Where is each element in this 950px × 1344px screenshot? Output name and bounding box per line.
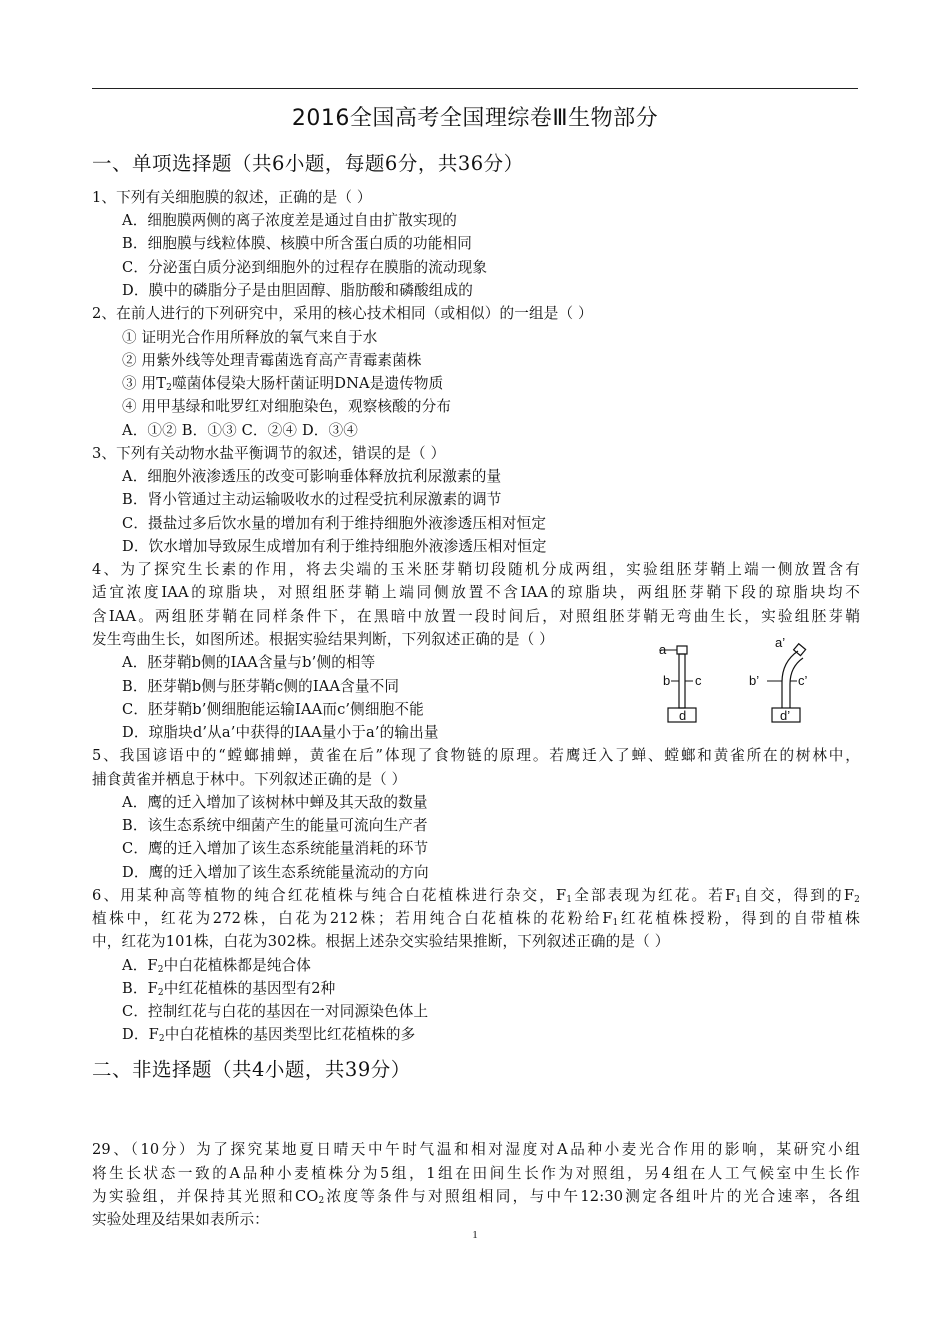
section-heading-1: 一、单项选择题（共6小题，每题6分，共36分） xyxy=(92,152,524,175)
q2-item-3: ③ 用$T_2$噬菌体侵染大肠杆菌证明DNA是遗传物质 xyxy=(122,375,444,393)
q2-options: A．①② B．①③ C．②④ D．③④ xyxy=(122,422,359,439)
label-d: d xyxy=(679,708,687,723)
q3-option-a: A．细胞外液渗透压的改变可影响垂体释放抗利尿激素的量 xyxy=(122,468,502,485)
question-29-line-2: 将生长状态一致的A品种小麦植株分为5组，1组在田间生长作为对照组，另4组在人工气候室中生长作 xyxy=(92,1165,860,1182)
q4-option-b: B．胚芽鞘b侧与胚芽鞘c侧的IAA含量不同 xyxy=(122,678,400,695)
label-a: a xyxy=(659,642,667,657)
q3-option-d: D．饮水增加导致尿生成增加有利于维持细胞外液渗透压相对恒定 xyxy=(122,538,547,555)
q5-option-d: D．鹰的迁入增加了该生态系统能量流动的方向 xyxy=(122,864,429,881)
q3-option-b: B．肾小管通过主动运输吸收水的过程受抗利尿激素的调节 xyxy=(122,491,502,508)
q6-option-b: B．$F_2$中红花植株的基因型有2种 xyxy=(122,980,336,998)
q1-option-a: A．细胞膜两侧的离子浓度差是通过自由扩散实现的 xyxy=(122,212,458,229)
label-a-prime: a’ xyxy=(775,635,786,650)
header-rule xyxy=(92,88,858,89)
question-2-stem: 2、在前人进行的下列研究中，采用的核心技术相同（或相似）的一组是（ ） xyxy=(92,305,593,322)
question-4-line-3: 含IAA。两组胚芽鞘在同样条件下，在黑暗中放置一段时间后，对照组胚芽鞘无弯曲生长，实验组胚芽鞘 xyxy=(92,608,860,625)
coleoptile-diagram xyxy=(655,634,830,729)
question-6-line-2: 植株中，红花为272株，白花为212株；若用纯合白花植株的花粉给$F_1$红花植株授粉，得到的自带植株 xyxy=(92,910,860,928)
q4-option-d: D．琼脂块d’从a’中获得的IAA量小于a’的输出量 xyxy=(122,724,439,741)
page-number: 1 xyxy=(472,1229,478,1241)
question-3-stem: 3、下列有关动物水盐平衡调节的叙述，错误的是（ ） xyxy=(92,445,446,462)
label-d-prime: d’ xyxy=(780,708,791,723)
label-c: c xyxy=(695,673,702,688)
page-title: 2016全国高考全国理综卷Ⅲ生物部分 xyxy=(291,106,659,131)
q2-item-4: ④ 用甲基绿和吡罗红对细胞染色，观察核酸的分布 xyxy=(122,398,452,415)
question-29-line-4: 实验处理及结果如表所示： xyxy=(92,1211,269,1228)
q3-option-c: C．摄盐过多后饮水量的增加有利于维持细胞外液渗透压相对恒定 xyxy=(122,515,547,532)
question-5-line-2: 捕食黄雀并栖息于林中。下列叙述正确的是（ ） xyxy=(92,771,407,788)
question-29-line-1: 29、（10分）为了探究某地夏日晴天中午时气温和相对湿度对A品种小麦光合作用的影响，某研究小组 xyxy=(92,1141,860,1158)
q1-option-d: D．膜中的磷脂分子是由胆固醇、脂肪酸和磷酸组成的 xyxy=(122,282,473,299)
q4-option-c: C．胚芽鞘b’侧细胞能运输IAA而c’侧细胞不能 xyxy=(122,701,424,718)
q6-option-a: A．$F_2$中白花植株都是纯合体 xyxy=(122,957,312,975)
label-b-prime: b’ xyxy=(749,673,760,688)
question-4-line-2: 适宜浓度IAA的琼脂块，对照组胚芽鞘上端同侧放置不含IAA的琼脂块，两组胚芽鞘下段的琼脂块均不 xyxy=(92,584,860,601)
question-4-line-4: 发生弯曲生长，如图所述。根据实验结果判断，下列叙述正确的是（ ） xyxy=(92,631,554,648)
question-6-line-3: 中，红花为101株，白花为302株。根据上述杂交实验结果推断，下列叙述正确的是（ ） xyxy=(92,933,670,950)
q4-option-a: A．胚芽鞘b侧的IAA含量与b’侧的相等 xyxy=(122,654,376,671)
q6-option-d: D．$F_2$中白花植株的基因类型比红花植株的多 xyxy=(122,1026,416,1044)
q2-item-1: ① 证明光合作用所释放的氧气来自于水 xyxy=(122,329,378,346)
q6-option-c: C．控制红花与白花的基因在一对同源染色体上 xyxy=(122,1003,429,1020)
question-6-line-1: 6、用某种高等植物的纯合红花植株与纯合白花植株进行杂交，$F_1$全部表现为红花。若$F_1$自交，得到的$F_2$ xyxy=(92,887,860,905)
q1-option-b: B．细胞膜与线粒体膜、核膜中所含蛋白质的功能相同 xyxy=(122,235,472,252)
label-c-prime: c’ xyxy=(798,673,808,688)
q5-option-c: C．鹰的迁入增加了该生态系统能量消耗的环节 xyxy=(122,840,429,857)
q1-option-c: C．分泌蛋白质分泌到细胞外的过程存在膜脂的流动现象 xyxy=(122,259,488,276)
q5-option-b: B．该生态系统中细菌产生的能量可流向生产者 xyxy=(122,817,428,834)
question-4-line-1: 4、为了探究生长素的作用，将去尖端的玉米胚芽鞘切段随机分成两组，实验组胚芽鞘上端一侧放置含有 xyxy=(92,561,860,578)
q5-option-a: A．鹰的迁入增加了该树林中蝉及其天敌的数量 xyxy=(122,794,428,811)
label-b: b xyxy=(663,673,671,688)
section-heading-2: 二、非选择题（共4小题，共39分） xyxy=(92,1058,411,1081)
question-29-line-3: 为实验组，并保持其光照和$CO_2$浓度等条件与对照组相同，与中午12:30测定各组叶片的光合速率，各组 xyxy=(92,1188,860,1206)
q2-item-2: ② 用紫外线等处理青霉菌选育高产青霉素菌株 xyxy=(122,352,422,369)
question-1-stem: 1、下列有关细胞膜的叙述，正确的是（ ） xyxy=(92,189,372,206)
question-5-line-1: 5、我国谚语中的“螳螂捕蝉，黄雀在后”体现了食物链的原理。若鹰迁入了蝉、螳螂和黄雀所在的树林中， xyxy=(92,747,860,764)
